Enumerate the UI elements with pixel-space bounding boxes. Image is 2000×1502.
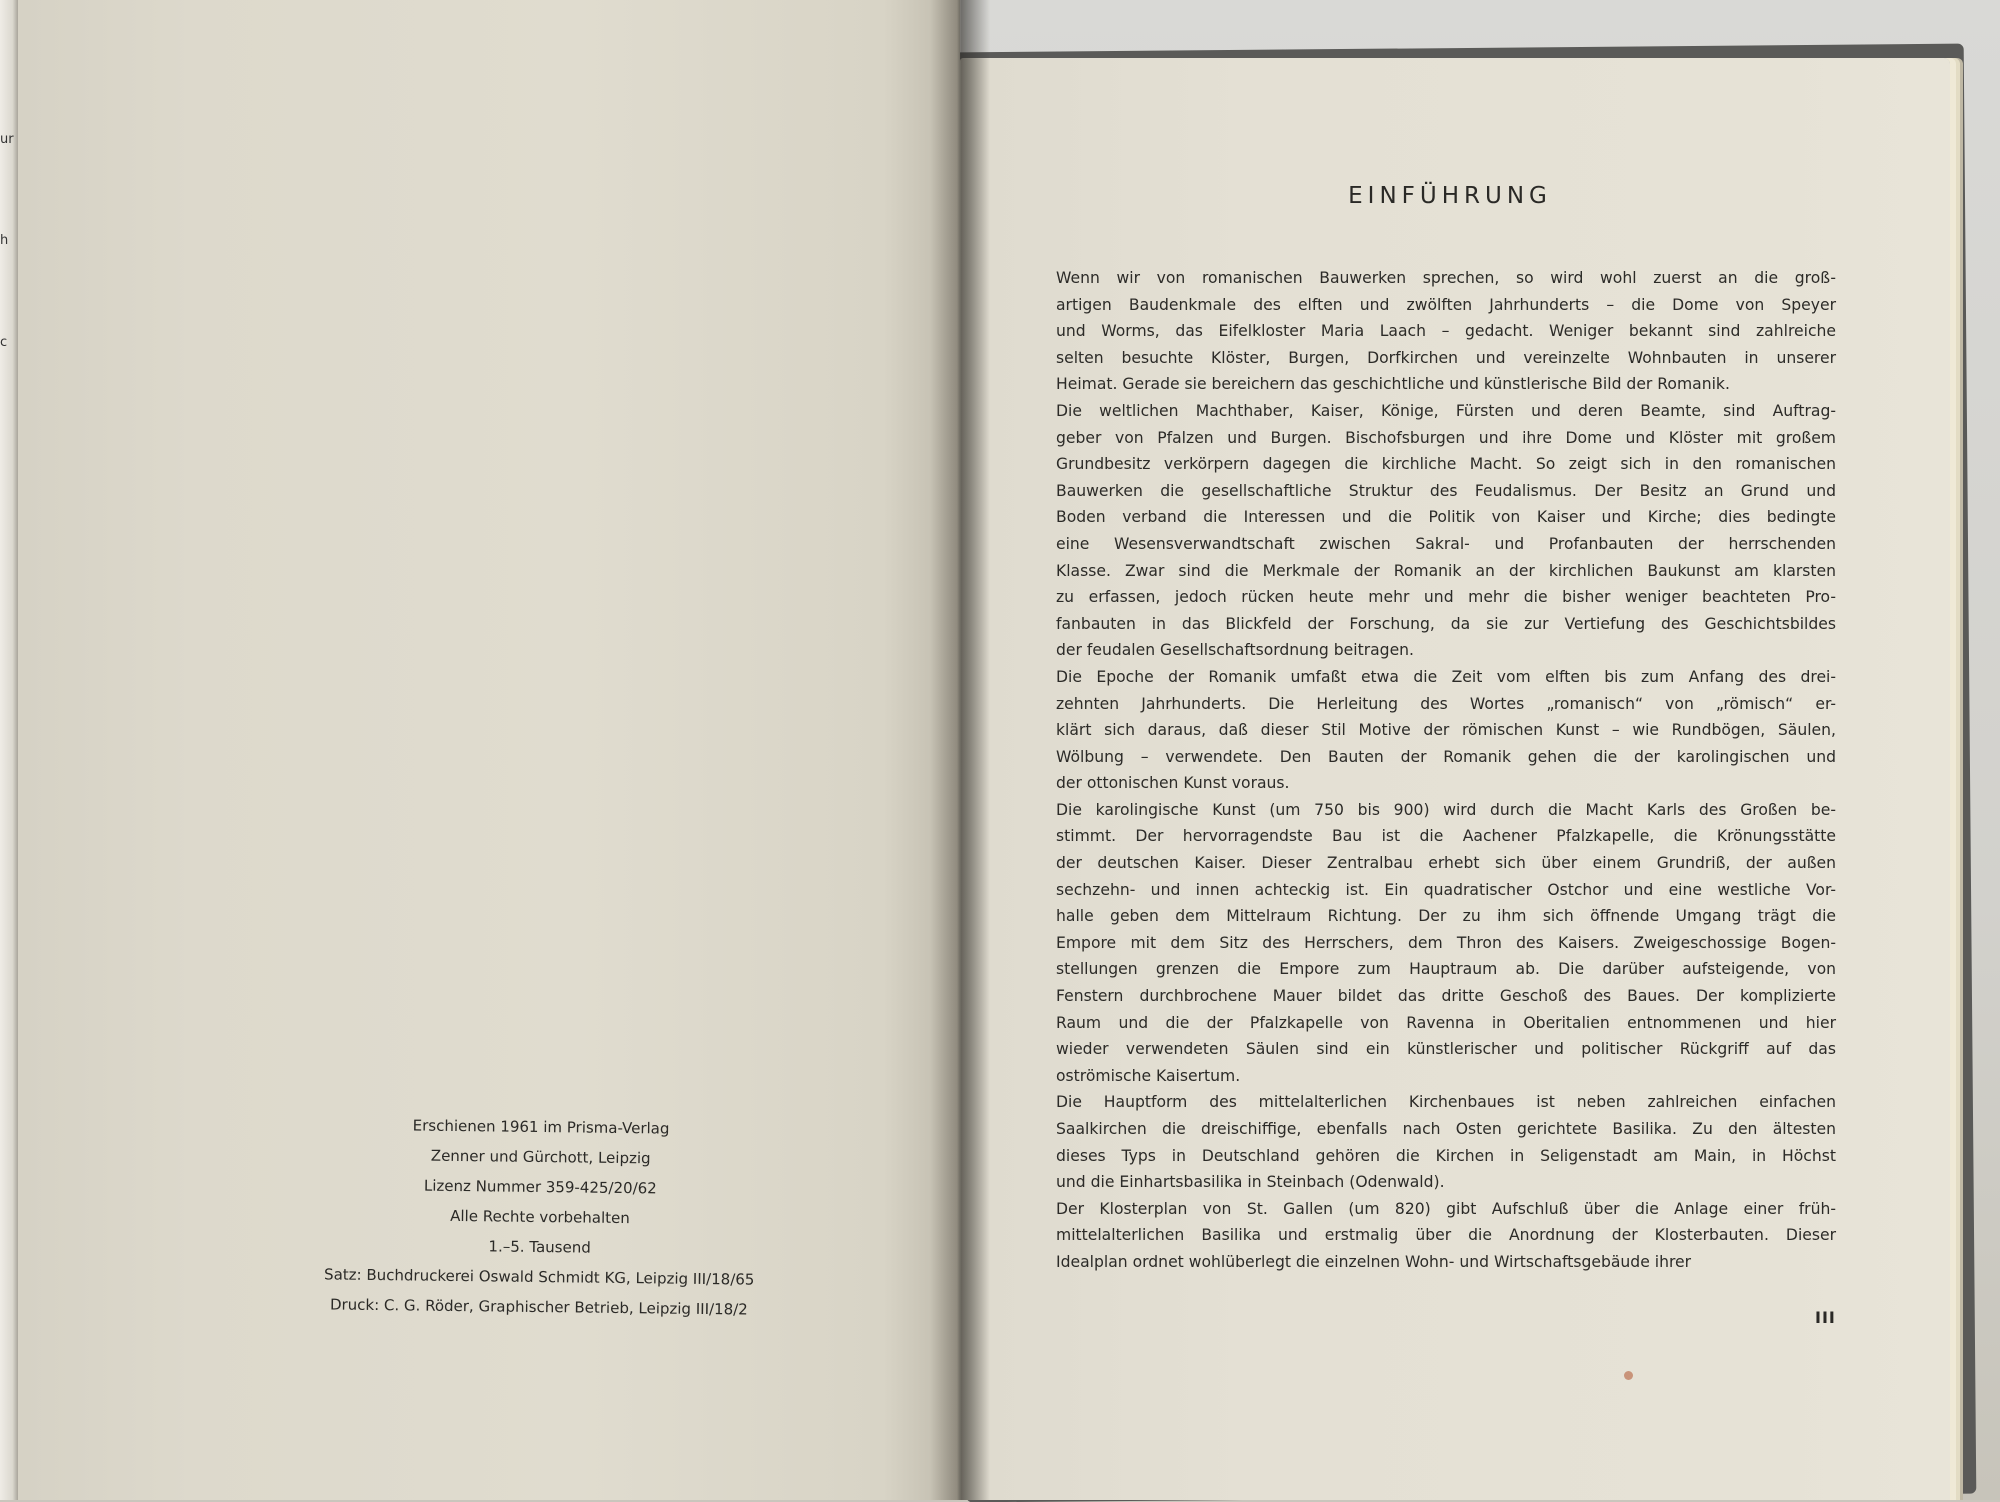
previous-page-edge <box>0 0 18 1500</box>
text-line: mittelalterlichen Basilika und erstmalig über die Anordnung der Klosterbauten. Dieser <box>1056 1226 1836 1245</box>
text-line: Klasse. Zwar sind die Merkmale der Romanik an der kirchlichen Baukunst am klarsten <box>1056 561 1836 580</box>
text-line: stimmt. Der hervorragendste Bau ist die Aachener Pfalzkapelle, die Krönungsstätte <box>1056 827 1836 846</box>
imprint-line: Zenner und Gürchott, Leipzig <box>430 1146 651 1168</box>
text-line: Die weltlichen Machthaber, Kaiser, Könige, Fürsten und deren Beamte, sind Auftrag- <box>1056 401 1836 420</box>
text-line: Wölbung – verwendete. Den Bauten der Romanik gehen die der karolingischen und <box>1056 747 1836 766</box>
text-line: artigen Baudenkmale des elften und zwölften Jahrhunderts – die Dome von Speyer <box>1056 295 1836 314</box>
text-line: Fenstern durchbrochene Mauer bildet das dritte Geschoß des Baues. Der komplizierte <box>1056 987 1836 1006</box>
paragraph <box>1056 265 1836 398</box>
paper-stain <box>1624 1371 1633 1380</box>
text-line: zehnten Jahrhunderts. Die Herleitung des Wortes „romanisch“ von „römisch“ er- <box>1056 694 1836 713</box>
page-number: III <box>1815 1308 1836 1327</box>
text-line: stellungen grenzen die Empore zum Hauptraum ab. Die darüber aufsteigende, von <box>1056 960 1836 979</box>
paragraph <box>1056 1196 1836 1276</box>
text-line: Boden verband die Interessen und die Politik von Kaiser und Kirche; dies bedingte <box>1056 508 1836 527</box>
text-line: Die Hauptform des mittelalterlichen Kirchenbaues ist neben zahlreichen einfachen <box>1056 1093 1836 1112</box>
text-line: und Worms, das Eifelkloster Maria Laach – gedacht. Weniger bekannt sind zahlreiche <box>1056 322 1836 341</box>
page-heading: EINFÜHRUNG <box>1348 183 1552 209</box>
text-line: Wenn wir von romanischen Bauwerken sprechen, so wird wohl zuerst an die groß- <box>1056 269 1836 287</box>
paragraph <box>1056 398 1836 664</box>
text-line: wieder verwendeten Säulen sind ein künstlerischer und politischer Rückgriff auf das <box>1056 1040 1836 1059</box>
paragraph <box>1056 797 1836 1090</box>
text-line: Idealplan ordnet wohlüberlegt die einzelnen Wohn- und Wirtschaftsgebäude ihrer <box>1056 1252 1692 1271</box>
book-gutter <box>930 0 990 1500</box>
text-line: der feudalen Gesellschaftsordnung beitragen. <box>1056 641 1415 660</box>
text-line: oströmische Kaisertum. <box>1056 1066 1241 1085</box>
text-line: klärt sich daraus, daß dieser Stil Motive der römischen Kunst – wie Rundbögen, Säulen, <box>1056 721 1836 740</box>
imprint-line: Lizenz Nummer 359-425/20/62 <box>423 1176 657 1198</box>
imprint-block <box>279 1109 802 1325</box>
imprint-line: Alle Rechte vorbehalten <box>450 1206 630 1228</box>
text-line: Heimat. Gerade sie bereichern das geschichtliche und künstlerische Bild der Romanik. <box>1056 375 1730 394</box>
text-line: eine Wesensverwandtschaft zwischen Sakral- und Profanbauten der herrschenden <box>1056 534 1836 553</box>
paragraph <box>1056 664 1836 797</box>
text-line: der deutschen Kaiser. Dieser Zentralbau erhebt sich über einem Grundriß, der außen <box>1056 854 1836 873</box>
text-line: Die Epoche der Romanik umfaßt etwa die Zeit vom elften bis zum Anfang des drei- <box>1056 667 1836 686</box>
imprint-line: Erschienen 1961 im Prisma-Verlag <box>412 1116 670 1138</box>
imprint-line: Druck: C. G. Röder, Graphischer Betrieb, Leipzig III/18/2 <box>329 1295 748 1319</box>
text-line: halle geben dem Mittelraum Richtung. Der zu ihm sich öffnende Umgang trägt die <box>1056 907 1836 926</box>
left-page <box>0 0 960 1500</box>
text-line: Die karolingische Kunst (um 750 bis 900) wird durch die Macht Karls des Großen be- <box>1056 800 1836 819</box>
edge-letter: h <box>0 233 9 248</box>
text-line: und die Einhartsbasilika in Steinbach (Odenwald). <box>1056 1173 1445 1192</box>
edge-letter: c <box>0 335 8 350</box>
text-line: selten besuchte Klöster, Burgen, Dorfkirchen und vereinzelte Wohnbauten in unserer <box>1056 348 1836 367</box>
text-line: zu erfassen, jedoch rücken heute mehr und mehr die bisher weniger beachteten Pro- <box>1056 588 1836 607</box>
text-line: Raum und die der Pfalzkapelle von Ravenna in Oberitalien entnommenen und hier <box>1056 1013 1836 1032</box>
text-line: der ottonischen Kunst voraus. <box>1056 774 1290 793</box>
edge-letter: ur <box>0 132 14 147</box>
text-line: sechzehn- und innen achteckig ist. Ein quadratischer Ostchor und eine westliche Vor- <box>1056 880 1836 899</box>
body-text <box>1056 265 1836 1276</box>
text-line: Grundbesitz verkörpern dagegen die kirchliche Macht. So zeigt sich in den romanischen <box>1056 455 1836 474</box>
text-line: Bauwerken die gesellschaftliche Struktur des Feudalismus. Der Besitz an Grund und <box>1056 481 1836 500</box>
text-line: Der Klosterplan von St. Gallen (um 820) gibt Aufschluß über die Anlage einer früh- <box>1056 1199 1836 1218</box>
imprint-line: Satz: Buchdruckerei Oswald Schmidt KG, Leipzig III/18/65 <box>324 1265 755 1289</box>
text-line: Saalkirchen die dreischiffige, ebenfalls nach Osten gerichtete Basilika. Zu den ältesten <box>1056 1120 1836 1138</box>
text-line: fanbauten in das Blickfeld der Forschung, da sie zur Vertiefung des Geschichtsbildes <box>1056 614 1836 633</box>
text-line: dieses Typs in Deutschland gehören die Kirchen in Seligenstadt am Main, in Höchst <box>1056 1146 1836 1165</box>
paragraph <box>1056 1089 1836 1195</box>
imprint-line: 1.–5. Tausend <box>488 1237 591 1257</box>
text-line: Empore mit dem Sitz des Herrschers, dem Thron des Kaisers. Zweigeschossige Bogen- <box>1056 933 1836 952</box>
text-line: geber von Pfalzen und Burgen. Bischofsburgen und ihre Dome und Klöster mit großem <box>1056 428 1836 447</box>
